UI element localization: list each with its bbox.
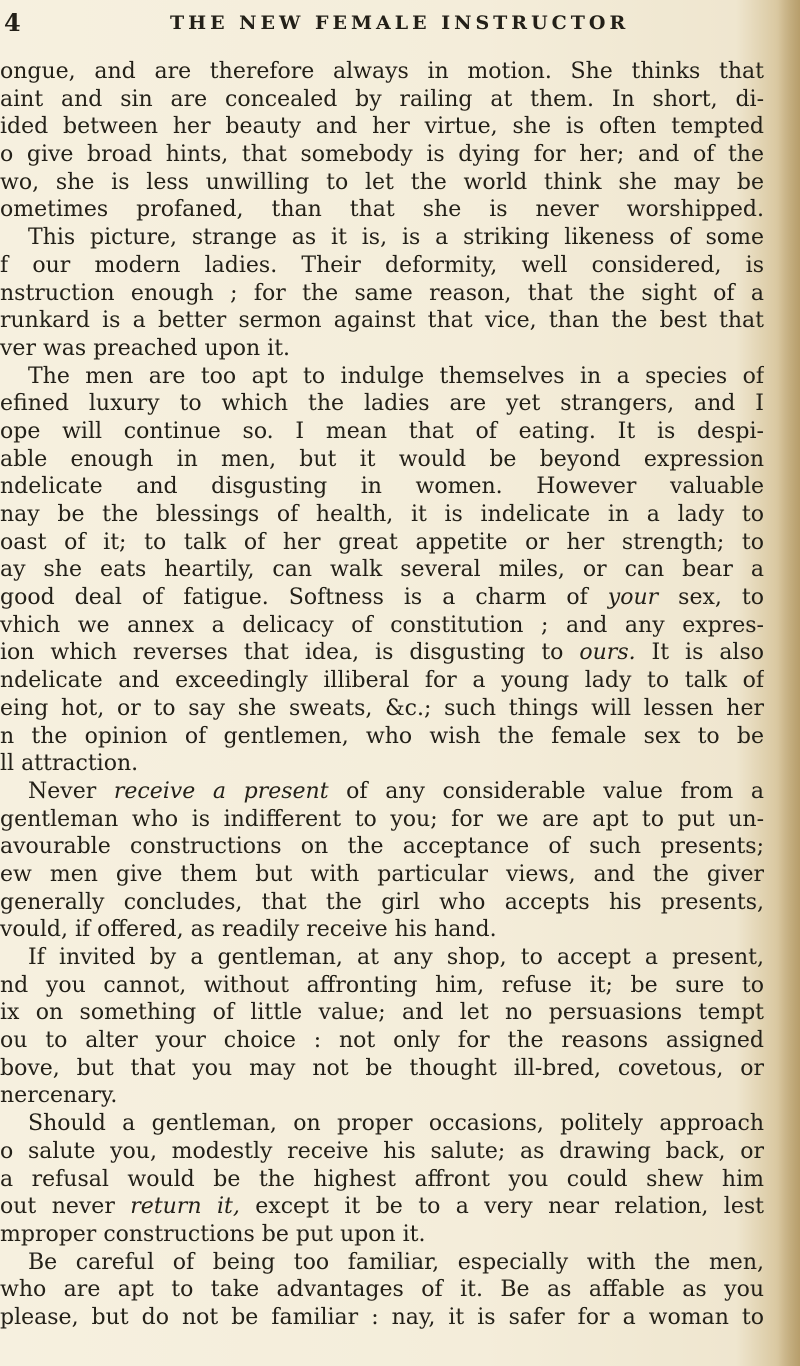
text-segment: sex, to [658,585,764,611]
text-line [0,501,764,529]
text-line [0,1110,764,1138]
text-line [0,1304,764,1332]
text-line [0,806,764,834]
text-segment: ndelicate and exceedingly illiberal for a young lady to talk of [0,668,764,694]
text-segment: vhich we annex a delicacy of constitution ; and any expres- [0,612,764,638]
text-segment: The men are too apt to indulge themselves in a species of [28,363,764,389]
text-line [0,390,764,418]
text-segment: good deal of fatigue. Softness is a charm of [0,585,608,611]
text-segment: please, but do not be familiar : nay, it is safer for a woman to [0,1304,764,1330]
text-line [0,529,764,557]
text-segment: who are apt to take advantages of it. Be as affable as you [0,1277,764,1303]
text-line [0,1138,764,1166]
text-segment: able enough in men, but it would be beyond expression [0,446,764,472]
text-segment: out never [0,1194,131,1220]
text-line [0,1249,764,1277]
page-edge [778,0,800,1366]
text-segment: bove, but that you may not be thought ill-bred, covetous, or [0,1055,764,1081]
text-line [0,58,764,86]
text-segment: o give broad hints, that somebody is dying for her; and of the [0,142,764,168]
text-segment: mproper constructions be put upon it. [0,1221,426,1247]
text-segment: n the opinion of gentlemen, who wish the female sex to be [0,723,764,749]
text-segment: oast of it; to talk of her great appetite or her strength; to [0,529,764,555]
text-segment: nay be the blessings of health, it is indelicate in a lady to [0,502,764,527]
text-line [0,695,764,723]
text-segment: Be careful of being too familiar, especially with the men, [28,1249,764,1275]
text-segment: ongue, and are therefore always in motion. She thinks that [0,59,764,84]
text-segment: ll attraction. [0,751,139,777]
text-segment: generally concludes, that the girl who accepts his presents, [0,889,764,915]
text-line [0,86,764,114]
page-number: 4 [4,8,21,37]
text-segment: nstruction enough ; for the same reason, that the sight of a [0,280,764,306]
text-line [0,723,764,751]
text-line [0,667,764,695]
italic-segment: receive a present [113,778,329,804]
text-line [0,418,764,446]
text-line [0,750,764,778]
text-segment: ew men give them but with particular views, and the giver [0,861,764,887]
text-line [0,473,764,501]
text-segment: a refusal would be the highest affront you could shew him [0,1166,764,1192]
text-line [0,916,764,944]
text-line [0,584,764,612]
text-segment: of any considerable value from a [328,778,764,804]
text-line [0,1082,764,1110]
text-segment: ion which reverses that idea, is disgusting to [0,640,580,666]
running-head [0,8,770,38]
text-segment: This picture, strange as it is, is a striking likeness of some [28,225,764,251]
text-line [0,196,764,224]
text-segment: runkard is a better sermon against that vice, than the best that [0,308,764,334]
text-line [0,1276,764,1304]
text-segment: ou to alter your choice : not only for the reasons assigned [0,1028,764,1054]
text-segment: aint and sin are concealed by railing at them. In short, di- [0,86,764,112]
text-line [0,639,764,667]
text-line [0,889,764,917]
text-segment: o salute you, modestly receive his salute; as drawing back, or [0,1138,764,1164]
body-text [0,58,764,1332]
running-title: THE NEW FEMALE INSTRUCTOR [170,12,630,34]
text-segment: ided between her beauty and her virtue, she is often tempted [0,114,764,140]
text-segment: ix on something of little value; and let no persuasions tempt [0,1000,764,1026]
text-line [0,113,764,141]
text-segment: If invited by a gentleman, at any shop, to accept a present, [28,945,764,970]
text-segment: wo, she is less unwilling to let the world think she may be [0,169,764,195]
text-segment: except it be to a very near relation, lest [239,1194,764,1220]
text-line [0,446,764,474]
text-segment: eing hot, or to say she sweats, &c.; such things will lessen her [0,695,764,721]
text-line [0,307,764,335]
text-line [0,363,764,391]
text-segment: ver was preached upon it. [0,335,291,361]
text-line [0,999,764,1027]
text-line [0,169,764,197]
text-line [0,944,764,972]
text-line [0,612,764,640]
text-line [0,778,764,806]
text-line [0,141,764,169]
text-segment: It is also [635,640,764,666]
text-segment: nercenary. [0,1083,118,1109]
text-line [0,1027,764,1055]
text-line [0,224,764,252]
text-line [0,1055,764,1083]
text-line [0,1166,764,1194]
text-line [0,556,764,584]
text-line [0,1193,764,1221]
italic-segment: your [607,585,659,611]
text-line [0,280,764,308]
text-segment: avourable constructions on the acceptance of such presents; [0,834,764,860]
text-segment: ndelicate and disgusting in women. However valuable [0,474,764,500]
italic-segment: return it, [130,1194,240,1220]
text-line [0,833,764,861]
text-segment: gentleman who is indifferent to you; for we are apt to put un- [0,806,764,832]
text-segment: Should a gentleman, on proper occasions, politely approach [28,1111,764,1137]
text-segment: Never [28,778,114,804]
text-segment: f our modern ladies. Their deformity, well considered, is [0,252,764,278]
text-segment: nd you cannot, without affronting him, refuse it; be sure to [0,972,764,998]
text-line [0,252,764,280]
italic-segment: ours. [579,640,636,666]
text-segment: ometimes profaned, than that she is never worshipped. [0,197,764,223]
text-line [0,972,764,1000]
text-line [0,335,764,363]
text-segment: efined luxury to which the ladies are yet strangers, and I [0,391,764,417]
text-segment: ay she eats heartily, can walk several miles, or can bear a [0,557,764,583]
text-segment: vould, if offered, as readily receive his hand. [0,917,497,943]
text-segment: ope will continue so. I mean that of eating. It is despi- [0,418,764,444]
text-line [0,861,764,889]
text-line [0,1221,764,1249]
